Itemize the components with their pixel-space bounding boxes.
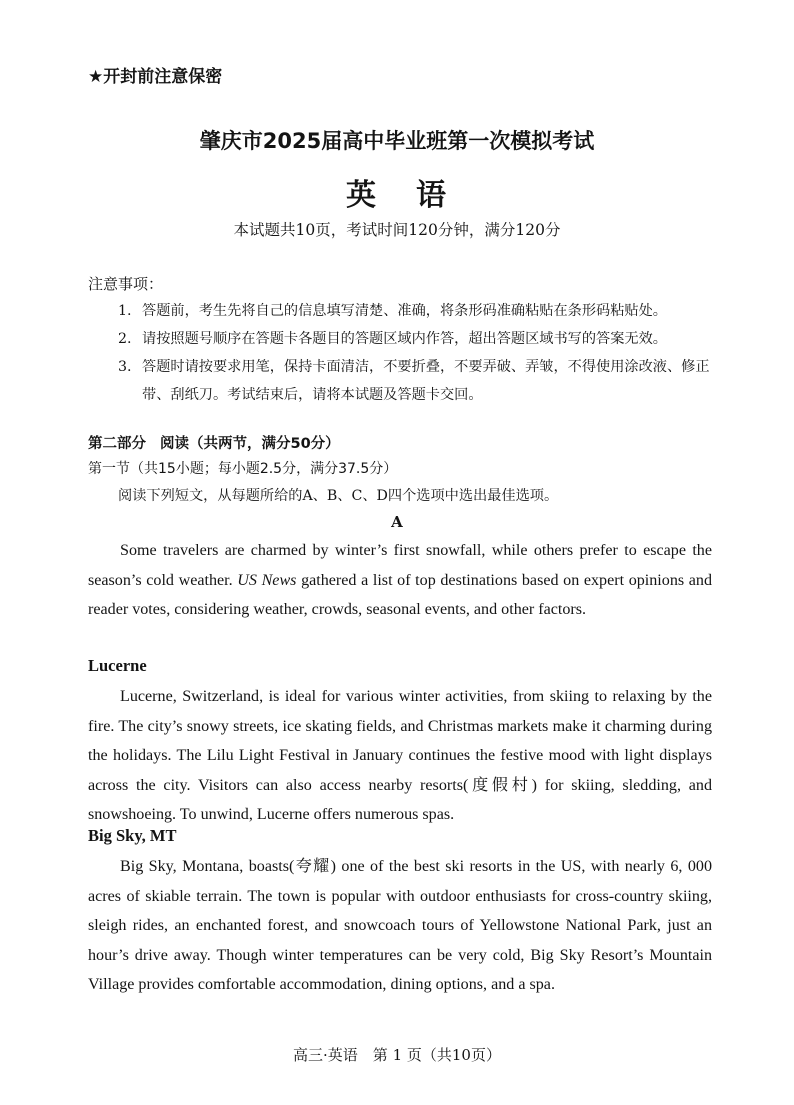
intro-text: Some travelers are charmed by winter’s first snowfall, while others prefer to escape the season’s cold weather. xyxy=(88,542,712,589)
intro-source: US News xyxy=(237,571,297,589)
exam-title: 肇庆市2025届高中毕业班第一次模拟考试 xyxy=(199,129,595,153)
page-footer: 高三·英语 第 1 页（共10页） xyxy=(293,1046,501,1064)
section-heading-lucerne: Lucerne xyxy=(88,656,147,675)
note-item xyxy=(118,325,718,353)
note-item xyxy=(118,297,718,325)
note-number: 3. xyxy=(118,359,132,375)
notes-list xyxy=(118,297,718,409)
passage-label: A xyxy=(391,513,403,531)
subject-char: 语 xyxy=(416,178,448,213)
exam-info: 本试题共10页，考试时间120分钟，满分120分 xyxy=(233,221,561,239)
part-name: 阅读（共两节，满分50分） xyxy=(160,436,340,452)
note-number: 1. xyxy=(118,303,132,319)
section-heading: 第一节（共15小题；每小题2.5分，满分37.5分） xyxy=(88,461,398,477)
notes-heading: 注意事项： xyxy=(88,275,164,293)
confidential-notice: ★开封前注意保密 xyxy=(88,67,223,87)
part-title: 第二部分 xyxy=(88,436,146,452)
subject-title xyxy=(0,170,794,214)
part-heading xyxy=(88,432,340,453)
passage-intro xyxy=(88,536,712,625)
note-text: 请按照题号顺序在答题卡各题目的答题区域内作答，超出答题区域书写的答案无效。 xyxy=(142,331,667,347)
section-text-lucerne: Lucerne, Switzerland, is ideal for various winter activities, from skiing to relaxing by the fire. The city’s snowy streets, ice skating fields, and Christmas markets make it charming during the holidays. The Lilu Light Festival in January continues the festive mood with light displays across the city. Visitors can also access nearby resorts(度假村) for skiing, sledding, and snowshoeing. To unwind, Lucerne offers numerous spas. xyxy=(88,688,712,823)
note-text: 答题前，考生先将自己的信息填写清楚、准确，将条形码准确粘贴在条形码粘贴处。 xyxy=(142,303,667,319)
intro-text: gathered a list of top destinations based on expert opinions and reader votes, considering weather, crowds, seasonal events, and other factors. xyxy=(88,571,712,618)
note-number: 2. xyxy=(118,331,132,347)
subject-char: 英 xyxy=(346,178,378,213)
section-heading-big-sky: Big Sky, MT xyxy=(88,826,177,845)
note-item xyxy=(118,353,718,409)
reading-instruction: 阅读下列短文，从每题所给的A、B、C、D四个选项中选出最佳选项。 xyxy=(118,488,559,504)
section-text-big-sky: Big Sky, Montana, boasts(夸耀) one of the best ski resorts in the US, with nearly 6, 000 acres of skiable terrain. The town is popular with outdoor enthusiasts for cross-country skiing, sleigh rides, an enchanted forest, and snowcoach tours of Yellowstone National Park, just an hour’s drive away. Though winter temperatures can be very cold, Big Sky Resort’s Mountain Village provides comfortable accommodation, dining options, and a spa. xyxy=(88,858,712,993)
note-text: 答题时请按要求用笔，保持卡面清洁，不要折叠，不要弄破、弄皱，不得使用涂改液、修正带、刮纸刀。考试结束后，请将本试题及答题卡交回。 xyxy=(142,359,710,403)
